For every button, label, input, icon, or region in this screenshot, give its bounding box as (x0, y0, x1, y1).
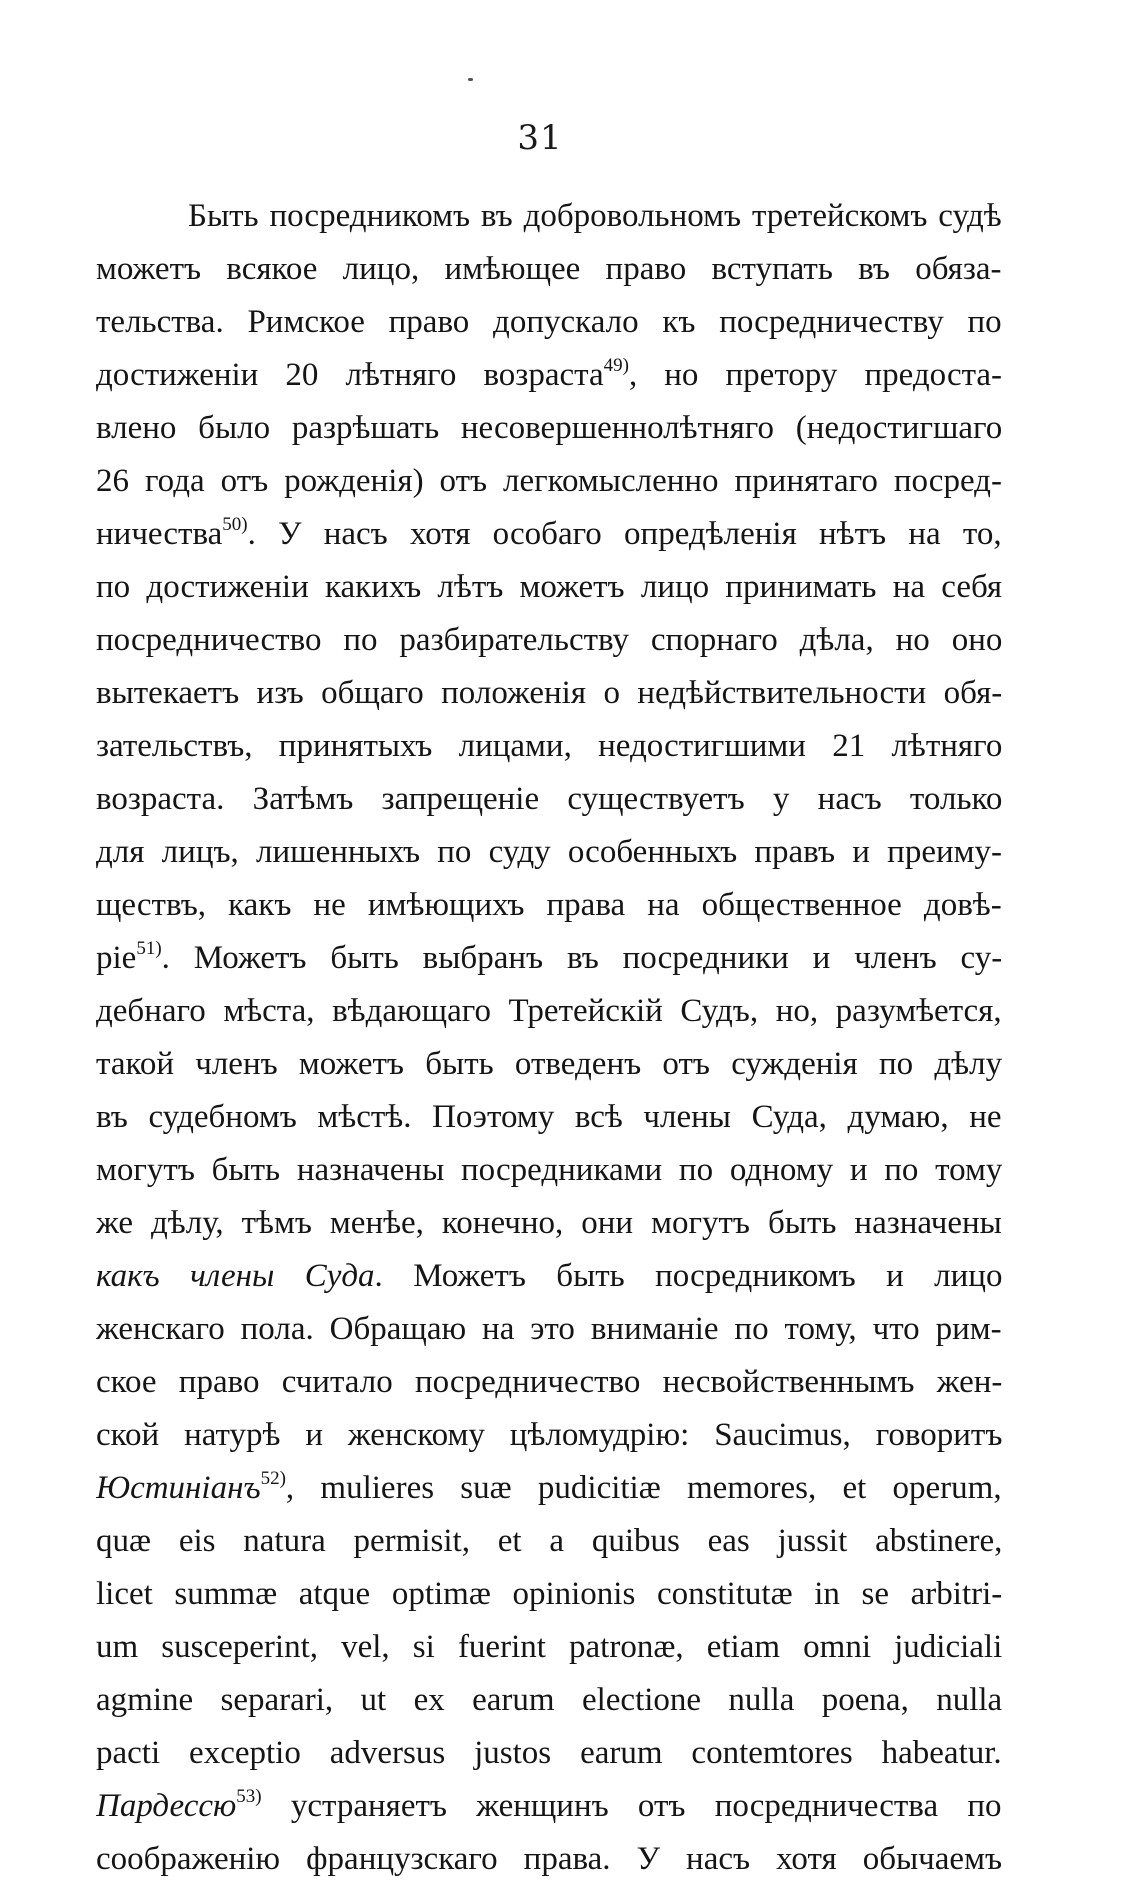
line-text: женскаго пола. Обращаю на это вниманіе по тому, что рим- (96, 1311, 1002, 1347)
footnote-ref: 49) (603, 355, 629, 376)
line-text: въ судебномъ мѣстѣ. Поэтому всѣ члены Суда, думаю, не (96, 1099, 1002, 1135)
text-line (96, 455, 1002, 508)
line-text: agmine separari, ut ex earum electione nulla poena, nulla (96, 1682, 1002, 1718)
text-line (96, 1462, 1002, 1515)
line-text: ничества (96, 516, 223, 552)
line-text: для лицъ, лишенныхъ по суду особенныхъ правъ и преиму- (96, 834, 1002, 870)
line-text: могутъ быть назначены посредниками по одному и по тому (96, 1152, 1002, 1188)
text-line (96, 667, 1002, 720)
text-line (96, 1727, 1002, 1780)
text-line (96, 614, 1002, 667)
footnote-ref: 53) (236, 1786, 262, 1807)
text-line (96, 1250, 1002, 1303)
line-text: тельства. Римское право допускало къ посредничеству по (96, 304, 1002, 340)
footnote-ref: 51) (136, 938, 162, 959)
text-line (96, 1303, 1002, 1356)
line-text: дебнаго мѣста, вѣдающаго Третейскій Судъ, но, разумѣется, (96, 993, 1002, 1029)
line-text: licet summæ atque optimæ opinionis constitutæ in se arbitri- (96, 1576, 1002, 1612)
text-line (96, 1780, 1002, 1833)
line-text: 26 года отъ рожденія) отъ легкомысленно принятаго посред- (96, 463, 1002, 499)
line-text: вытекаетъ изъ общаго положенія о недѣйствительности обя- (96, 675, 1002, 711)
line-text: посредничество по разбирательству спорнаго дѣла, но оно (96, 622, 1002, 658)
text-line (96, 932, 1002, 985)
line-text: ріе (96, 940, 137, 976)
line-text: . Можетъ быть выбранъ въ посредники и членъ су- (161, 940, 1002, 976)
line-text: quæ eis natura permisit, et a quibus eas jussit abstinere, (96, 1523, 1002, 1559)
text-line (96, 1621, 1002, 1674)
italic-text: Пардессю (96, 1788, 237, 1824)
line-text: , mulieres suæ pudicitiæ memores, et operum, (285, 1470, 1002, 1506)
text-line (96, 1091, 1002, 1144)
text-line (96, 985, 1002, 1038)
line-text: по достиженіи какихъ лѣтъ можетъ лицо принимать на себя (96, 569, 1002, 605)
line-text: достиженіи 20 лѣтняго возраста (96, 357, 604, 393)
body-text (96, 190, 1002, 1886)
line-text: ской натурѣ и женскому цѣломудрію: Saucimus, говоритъ (96, 1417, 1002, 1453)
page-number: 31 (517, 118, 563, 158)
footnote-ref: 50) (222, 514, 248, 535)
text-line (96, 1409, 1002, 1462)
text-line (96, 1515, 1002, 1568)
text-line (96, 243, 1002, 296)
line-text: можетъ всякое лицо, имѣющее право вступать въ обяза- (96, 251, 1002, 287)
italic-text: Юстиніанъ (96, 1470, 261, 1506)
italic-text: какъ члены Суда (96, 1258, 375, 1294)
line-text: же дѣлу, тѣмъ менѣе, конечно, они могутъ быть назначены (96, 1205, 1002, 1241)
text-line (96, 1674, 1002, 1727)
line-text: , но претору предоста- (628, 357, 1002, 393)
text-line (96, 190, 1002, 243)
text-line (96, 1568, 1002, 1621)
print-speck (468, 78, 473, 81)
text-line (96, 879, 1002, 932)
text-line (96, 402, 1002, 455)
text-line (96, 720, 1002, 773)
line-text: pacti exceptio adversus justos earum contemtores habeatur. (96, 1735, 1002, 1771)
line-text: ществъ, какъ не имѣющихъ права на общественное довѣ- (96, 887, 1002, 923)
line-text: зательствъ, принятыхъ лицами, недостигшими 21 лѣтняго (96, 728, 1002, 764)
line-text: . У насъ хотя особаго опредѣленія нѣтъ на то, (247, 516, 1002, 552)
line-text: соображенію французскаго права. У насъ хотя обычаемъ (96, 1841, 1002, 1877)
line-text: Быть посредникомъ въ добровольномъ третейскомъ судѣ (188, 198, 1002, 234)
line-text: um susceperint, vel, si fuerint patronæ, etiam omni judiciali (96, 1629, 1002, 1665)
line-text: ское право считало посредничество несвойственнымъ жен- (96, 1364, 1002, 1400)
text-line (96, 296, 1002, 349)
line-text: такой членъ можетъ быть отведенъ отъ сужденія по дѣлу (96, 1046, 1002, 1082)
footnote-ref: 52) (260, 1468, 286, 1489)
line-text: влено было разрѣшать несовершеннолѣтняго (недостигшаго (96, 410, 1002, 446)
text-line (96, 561, 1002, 614)
line-text: устраняетъ женщинъ отъ посредничества по (261, 1788, 1002, 1824)
text-line (96, 1356, 1002, 1409)
text-line (96, 349, 1002, 402)
text-line (96, 773, 1002, 826)
line-text: возраста. Затѣмъ запрещеніе существуетъ у насъ только (96, 781, 1002, 817)
text-line (96, 1144, 1002, 1197)
line-text: . Можетъ быть посредникомъ и лицо (374, 1258, 1002, 1294)
text-line (96, 1197, 1002, 1250)
text-line (96, 1038, 1002, 1091)
text-line (96, 826, 1002, 879)
text-line (96, 1833, 1002, 1886)
text-line (96, 508, 1002, 561)
